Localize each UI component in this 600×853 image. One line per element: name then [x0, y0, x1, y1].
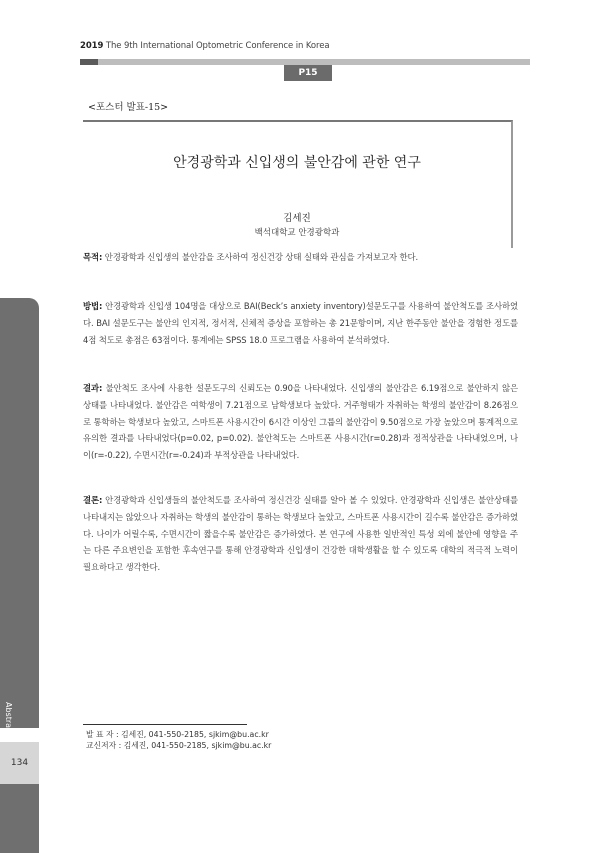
- section-results: [83, 380, 518, 464]
- section-purpose-label: 목적:: [83, 252, 103, 262]
- footnote-rule: [83, 724, 247, 725]
- section-methods-label: 방법:: [83, 301, 103, 311]
- conference-year: 2019: [80, 41, 104, 51]
- page-number: 134: [10, 758, 29, 768]
- section-conclusion: [83, 492, 518, 576]
- section-purpose-text: 안경광학과 신입생의 불안감을 조사하여 정신건강 상태 실태와 관심을 가져보고자 한다.: [104, 252, 419, 262]
- footnote-presenter: 발 표 자 : 김세진, 041-550-2185, sjkim@bu.ac.kr: [86, 730, 269, 739]
- poster-label: <포스터 발표-15>: [88, 102, 169, 113]
- conference-header: [80, 41, 329, 51]
- section-conclusion-label: 결론:: [83, 495, 103, 505]
- poster-id-tag: P15: [284, 65, 332, 81]
- author-name: 김세진: [283, 213, 311, 224]
- section-methods: [83, 298, 518, 348]
- footnote-corresponding: 교신저자 : 김세진, 041-550-2185, sjkim@bu.ac.kr: [86, 741, 272, 750]
- conference-name: The 9th International Optometric Conference in Korea: [105, 41, 330, 51]
- section-conclusion-text: 안경광학과 신입생들의 불안척도를 조사하여 정신건강 실태를 알아 볼 수 있었다. 안경광학과 신입생은 불안상태를 나타내지는 않았으나 자취하는 학생의 불안감이 통하는 학생보다 높았고, 스마트폰 사용시간이 길수록 불안감은 증가하였다. 나이가 어릴수록, 수면시간이 짧을수록 불안감은 증가하였다. 본 연구에 사용한 일반적인 특성 외에 불안에 영향을 주는 다른 주요변인을 포함한 후속연구를 통해 안경광학과 신입생이 건강한 대학생활을 할 수 있도록 대학의 적극적 노력이 필요하다고 생각한다.: [83, 495, 518, 573]
- side-tab: [0, 298, 39, 728]
- side-tab-label: Abstract: [4, 702, 13, 736]
- paper-title: 안경광학과 신입생의 불안감에 관한 연구: [173, 155, 421, 171]
- section-results-text: 불안척도 조사에 사용한 설문도구의 신뢰도는 0.90을 나타내었다. 신입생의 불안감은 6.19점으로 불안하지 않은 상태를 나타내었다. 불안감은 여학생이 7.21점으로 남학생보다 높았다. 거주형태가 자취하는 학생의 불안감이 8.26점으로 통학하는 학생보다 높았고, 스마트폰 사용시간이 6시간 이상인 그룹의 불안감이 9.50점으로 가장 높았으며 통계적으로 유의한 결과를 나타내었다(p=0.02, p=0.02). 불안척도는 스마트폰 사용시간(r=0.28)과 정적상관을 나타내었으며, 나이(r=-0.22), 수면시간(r=-0.24)과 부적상관을 나타내었다.: [83, 383, 518, 461]
- title-box: [83, 120, 513, 248]
- section-purpose: [83, 249, 518, 266]
- side-tab-bottom: [0, 784, 39, 853]
- author-affiliation: 백석대학교 안경광학과: [254, 228, 340, 238]
- section-methods-text: 안경광학과 신입생 104명을 대상으로 BAI(Beck’s anxiety inventory)설문도구를 사용하여 불안척도를 조사하였다. BAI 설문도구는 불안의 인지적, 정서적, 신체적 증상을 포함하는 총 21문항이며, 지난 한주동안 불안을 경험한 정도를 4점 척도로 총점은 63점이다. 통계에는 SPSS 18.0 프로그램을 사용하여 분석하였다.: [83, 301, 518, 345]
- header-rule-dark: [80, 59, 98, 65]
- section-results-label: 결과:: [83, 383, 103, 393]
